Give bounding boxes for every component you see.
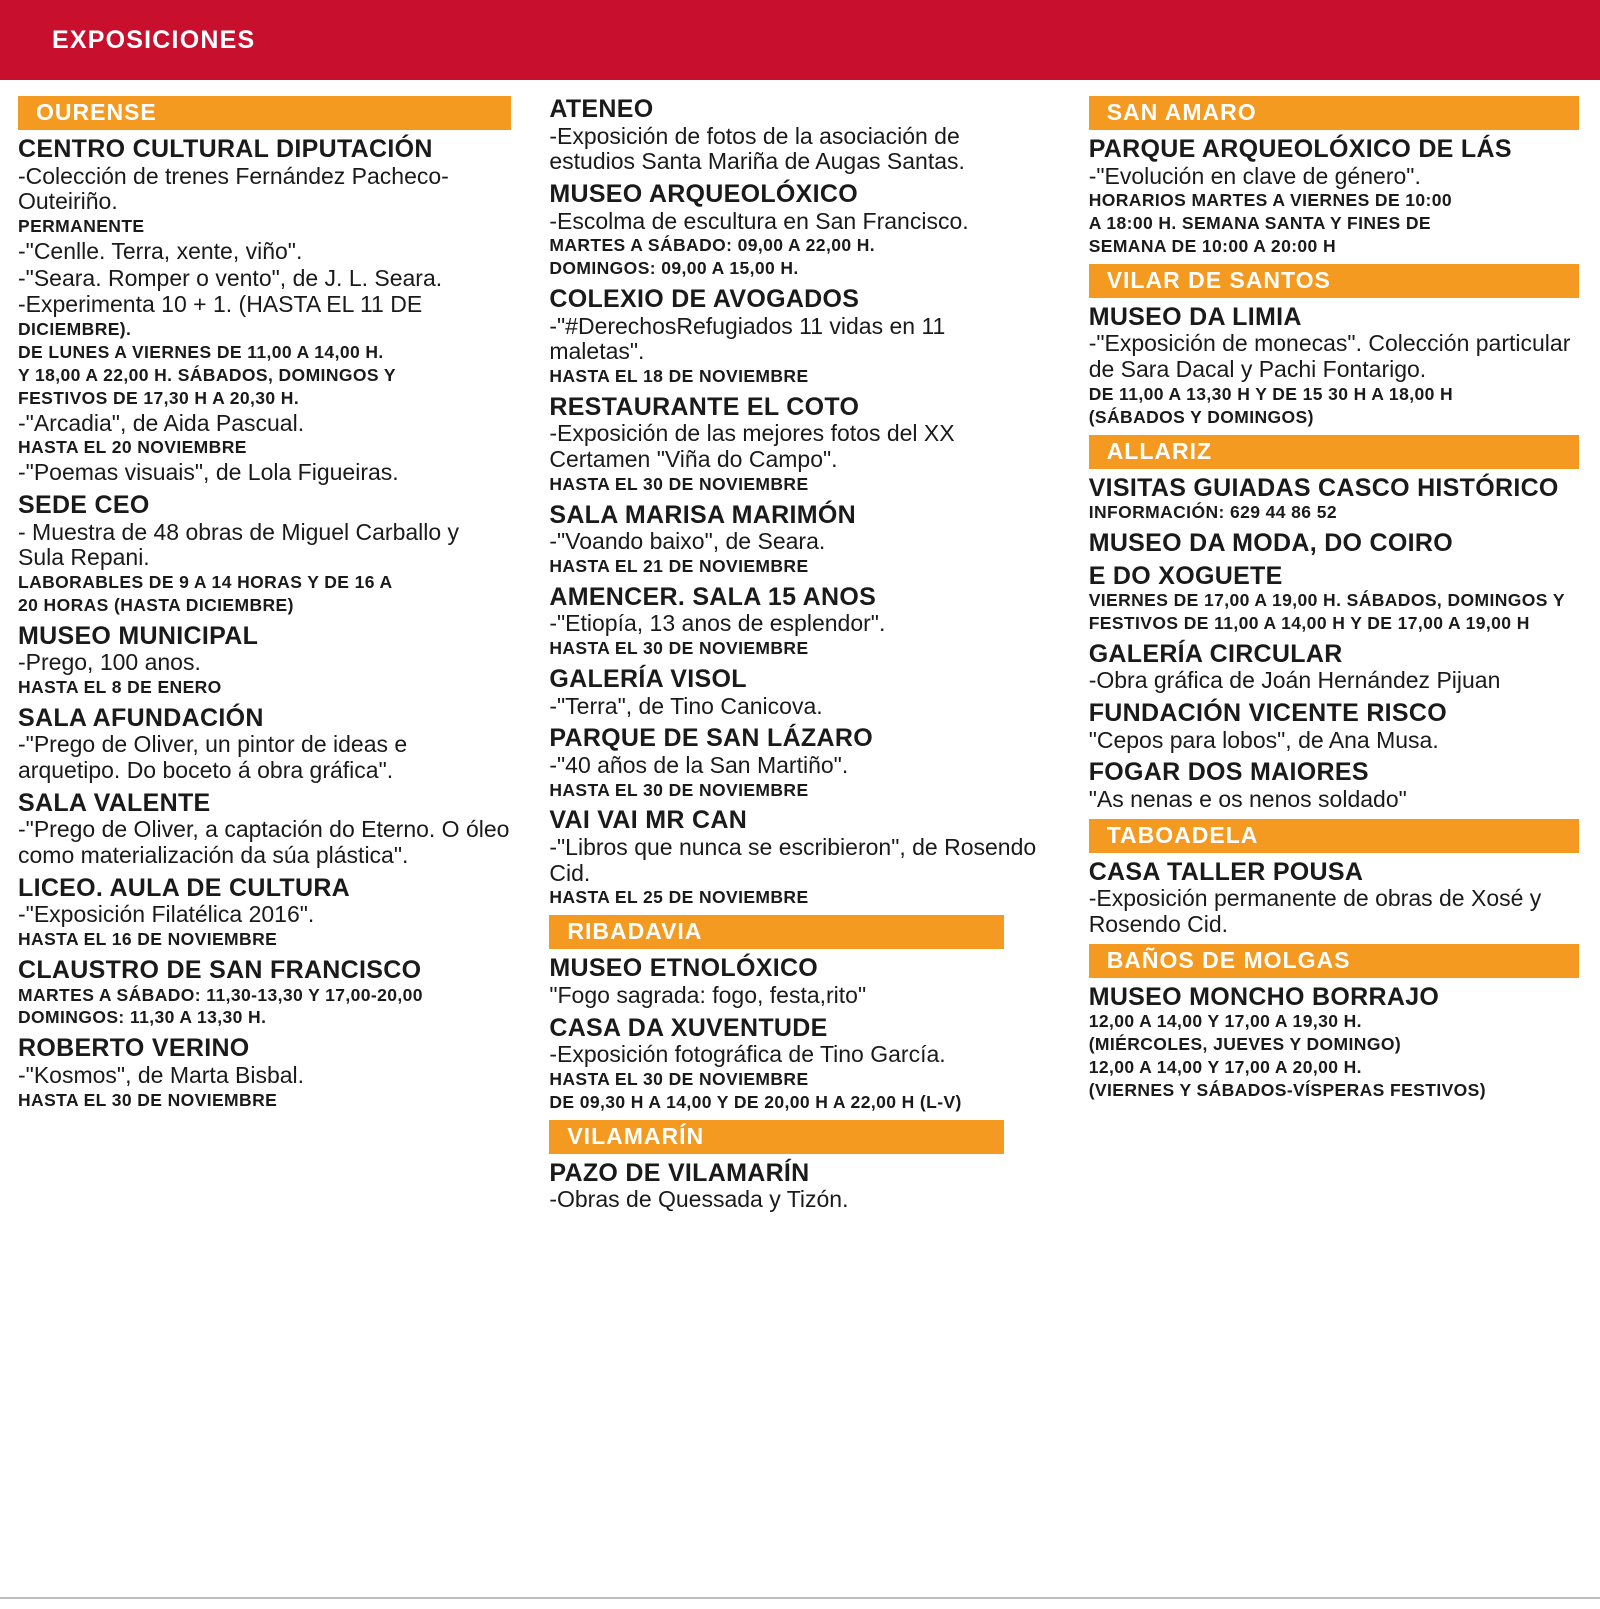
exhibition-description: -Prego, 100 anos. bbox=[18, 649, 201, 676]
schedule-note: VIERNES DE 17,00 A 19,00 H. SÁBADOS, DOMINGOS Y bbox=[1088, 590, 1565, 610]
exhibition-description: -"Seara. Romper o vento", de J. L. Seara. bbox=[18, 264, 443, 291]
listing-columns bbox=[0, 80, 1600, 1213]
schedule-note: LABORABLES DE 9 A 14 HORAS Y DE 16 A bbox=[18, 572, 393, 592]
schedule-note: DOMINGOS: 11,30 A 13,30 H. bbox=[18, 1007, 267, 1028]
schedule-note: HORARIOS MARTES A VIERNES DE 10:00 bbox=[1088, 190, 1453, 211]
exhibition-description: -"Arcadia", de Aida Pascual. bbox=[18, 409, 305, 436]
schedule-note: 12,00 A 14,00 Y 17,00 A 20,00 H. bbox=[1088, 1056, 1362, 1077]
exhibition-description: -Exposición fotográfica de Tino García. bbox=[549, 1041, 946, 1067]
city-section-header: SAN AMARO bbox=[1089, 96, 1579, 130]
schedule-note: DICIEMBRE). bbox=[18, 319, 132, 340]
venue-name: VAI VAI MR CAN bbox=[549, 806, 748, 835]
exhibition-description: -Obras de Quessada y Tizón. bbox=[549, 1186, 849, 1212]
schedule-note: PERMANENTE bbox=[18, 216, 145, 236]
exhibition-description: -Exposición de las mejores fotos del XX Certamen "Viña do Campo". bbox=[549, 420, 955, 473]
schedule-note: HASTA EL 8 DE ENERO bbox=[18, 677, 222, 697]
schedule-note: MARTES A SÁBADO: 11,30-13,30 Y 17,00-20,00 bbox=[18, 984, 423, 1005]
exhibition-description: -"Prego de Oliver, un pintor de ideas e arquetipo. Do boceto á obra gráfica". bbox=[18, 731, 408, 784]
venue-name: PARQUE DE SAN LÁZARO bbox=[549, 724, 873, 753]
page-banner bbox=[0, 0, 1600, 80]
exhibition-description: -Experimenta 10 + 1. (HASTA EL 11 DE bbox=[18, 291, 423, 318]
schedule-note: INFORMACIÓN: 629 44 86 52 bbox=[1088, 502, 1337, 523]
city-section-header: ALLARIZ bbox=[1089, 435, 1579, 469]
schedule-note: HASTA EL 30 DE NOVIEMBRE bbox=[18, 1089, 278, 1110]
schedule-note: HASTA EL 30 DE NOVIEMBRE bbox=[549, 1068, 809, 1089]
venue-name: SEDE CEO bbox=[18, 491, 150, 519]
bottom-divider bbox=[0, 1597, 1600, 1609]
schedule-note: (SÁBADOS Y DOMINGOS) bbox=[1088, 406, 1314, 427]
exhibition-description: "As nenas e os nenos soldado" bbox=[1088, 785, 1407, 812]
schedule-note: SEMANA DE 10:00 A 20:00 H bbox=[1088, 236, 1336, 256]
schedule-note: FESTIVOS DE 17,30 H A 20,30 H. bbox=[18, 387, 300, 408]
exhibition-description: - Muestra de 48 obras de Miguel Carballo y Sula Repani. bbox=[18, 518, 460, 571]
venue-name: MUSEO MONCHO BORRAJO bbox=[1088, 982, 1440, 1011]
exhibition-description: -"#DerechosRefugiados 11 vidas en 11 maletas". bbox=[549, 312, 946, 365]
venue-name: COLEXIO DE AVOGADOS bbox=[549, 285, 860, 313]
venue-name: MUSEO ETNOLÓXICO bbox=[549, 954, 819, 983]
exhibition-description: -Exposición de fotos de la asociación de estudios Santa Mariña de Augas Santas. bbox=[549, 122, 965, 175]
exhibition-description: -"40 años de la San Martiño". bbox=[549, 751, 849, 778]
schedule-note: MARTES A SÁBADO: 09,00 A 22,00 H. bbox=[549, 235, 876, 256]
venue-name: GALERÍA VISOL bbox=[549, 665, 747, 693]
schedule-note: HASTA EL 30 DE NOVIEMBRE bbox=[549, 473, 809, 494]
schedule-note: HASTA EL 20 NOVIEMBRE bbox=[18, 437, 247, 458]
exhibition-description: -"Libros que nunca se escribieron", de Rosendo Cid. bbox=[549, 833, 1037, 886]
venue-name: MUSEO DA LIMIA bbox=[1088, 302, 1302, 331]
city-section-header: BAÑOS DE MOLGAS bbox=[1089, 944, 1579, 978]
schedule-note: A 18:00 H. SEMANA SANTA Y FINES DE bbox=[1088, 213, 1431, 234]
venue-name: CENTRO CULTURAL DIPUTACIÓN bbox=[18, 135, 433, 163]
venue-name: PARQUE ARQUEOLÓXICO DE LÁS bbox=[1088, 135, 1512, 163]
venue-name: RESTAURANTE EL COTO bbox=[549, 392, 860, 421]
schedule-note: DE 11,00 A 13,30 H Y DE 15 30 H A 18,00 H bbox=[1088, 383, 1454, 404]
venue-name: MUSEO DA MODA, DO COIRO bbox=[1088, 529, 1453, 557]
schedule-note: DE 09,30 H A 14,00 Y DE 20,00 H A 22,00 H (L-V) bbox=[549, 1091, 962, 1112]
column-3 bbox=[1061, 90, 1592, 1213]
city-section-header: VILAR DE SANTOS bbox=[1089, 264, 1579, 298]
venue-name: SALA VALENTE bbox=[18, 788, 211, 817]
city-section-header: TABOADELA bbox=[1089, 819, 1579, 853]
schedule-note: DE LUNES A VIERNES DE 11,00 A 14,00 H. bbox=[18, 342, 384, 362]
venue-name: E DO XOGUETE bbox=[1088, 561, 1283, 590]
venue-name: SALA AFUNDACIÓN bbox=[18, 703, 264, 732]
venue-name: PAZO DE VILAMARÍN bbox=[549, 1158, 810, 1187]
column-1 bbox=[8, 90, 533, 1213]
exhibition-description: "Cepos para lobos", de Ana Musa. bbox=[1088, 726, 1439, 753]
venue-name: SALA MARISA MARIMÓN bbox=[549, 500, 856, 529]
exhibition-description: -"Exposición Filatélica 2016". bbox=[18, 901, 315, 928]
venue-name: FUNDACIÓN VICENTE RISCO bbox=[1088, 699, 1447, 727]
schedule-note: HASTA EL 16 DE NOVIEMBRE bbox=[18, 929, 278, 950]
venue-name: LICEO. AULA DE CULTURA bbox=[18, 873, 351, 902]
exhibition-description: -Escolma de escultura en San Francisco. bbox=[549, 207, 969, 234]
exhibition-description: -"Etiopía, 13 anos de esplendor". bbox=[549, 610, 886, 637]
schedule-note: HASTA EL 21 DE NOVIEMBRE bbox=[549, 556, 809, 576]
venue-name: ROBERTO VERINO bbox=[18, 1034, 250, 1063]
venue-name: GALERÍA CIRCULAR bbox=[1088, 639, 1343, 668]
exhibition-description: -"Kosmos", de Marta Bisbal. bbox=[18, 1061, 305, 1088]
city-section-header: RIBADAVIA bbox=[549, 915, 1004, 949]
exhibition-description: -Obra gráfica de Joán Hernández Pijuan bbox=[1088, 667, 1501, 694]
exhibition-description: -"Terra", de Tino Canicova. bbox=[549, 692, 823, 719]
city-section-header: VILAMARÍN bbox=[549, 1120, 1004, 1154]
schedule-note: (VIERNES Y SÁBADOS-VÍSPERAS FESTIVOS) bbox=[1088, 1079, 1486, 1100]
exhibition-description: -"Exposición de monecas". Colección particular de Sara Dacal y Pachi Fontarigo. bbox=[1088, 330, 1571, 383]
column-2 bbox=[533, 90, 1060, 1213]
venue-name: CLAUSTRO DE SAN FRANCISCO bbox=[18, 956, 422, 984]
venue-name: MUSEO ARQUEOLÓXICO bbox=[549, 180, 859, 208]
schedule-note: DOMINGOS: 09,00 A 15,00 H. bbox=[549, 258, 799, 279]
venue-name: FOGAR DOS MAIORES bbox=[1088, 758, 1369, 787]
exhibition-description: -"Poemas visuais", de Lola Figueiras. bbox=[18, 459, 399, 486]
schedule-note: HASTA EL 25 DE NOVIEMBRE bbox=[549, 887, 809, 908]
exhibition-description: -"Evolución en clave de género". bbox=[1088, 162, 1421, 189]
exhibition-description: -"Prego de Oliver, a captación do Eterno. O óleo como materialización da súa plástica". bbox=[18, 816, 510, 869]
exhibition-description: -"Voando baixo", de Seara. bbox=[549, 528, 826, 555]
venue-name: CASA TALLER POUSA bbox=[1088, 857, 1364, 886]
exhibition-description: -Exposición permanente de obras de Xosé y Rosendo Cid. bbox=[1088, 885, 1542, 937]
venue-name: CASA DA XUVENTUDE bbox=[549, 1013, 828, 1042]
schedule-note: Y 18,00 A 22,00 H. SÁBADOS, DOMINGOS Y bbox=[18, 364, 396, 385]
schedule-note: (MIÉRCOLES, JUEVES Y DOMINGO) bbox=[1088, 1033, 1402, 1054]
page-title: EXPOSICIONES bbox=[52, 25, 256, 54]
schedule-note: HASTA EL 18 DE NOVIEMBRE bbox=[549, 366, 809, 386]
schedule-note: HASTA EL 30 DE NOVIEMBRE bbox=[549, 638, 809, 659]
city-section-header: OURENSE bbox=[18, 96, 511, 130]
schedule-note: 12,00 A 14,00 Y 17,00 A 19,30 H. bbox=[1088, 1011, 1362, 1031]
exhibition-description: "Fogo sagrada: fogo, festa,rito" bbox=[549, 981, 867, 1008]
exhibition-description: -"Cenlle. Terra, xente, viño". bbox=[18, 237, 303, 264]
venue-name: ATENEO bbox=[549, 95, 654, 123]
venue-name: VISITAS GUIADAS CASCO HISTÓRICO bbox=[1088, 473, 1559, 502]
schedule-note: 20 HORAS (HASTA DICIEMBRE) bbox=[18, 594, 294, 615]
venue-name: AMENCER. SALA 15 ANOS bbox=[549, 582, 877, 611]
exhibition-description: -Colección de trenes Fernández Pacheco-Outeiriño. bbox=[18, 162, 449, 215]
schedule-note: FESTIVOS DE 11,00 A 14,00 H Y DE 17,00 A 19,00 H bbox=[1088, 612, 1530, 633]
venue-name: MUSEO MUNICIPAL bbox=[18, 621, 259, 650]
schedule-note: HASTA EL 30 DE NOVIEMBRE bbox=[549, 779, 809, 800]
